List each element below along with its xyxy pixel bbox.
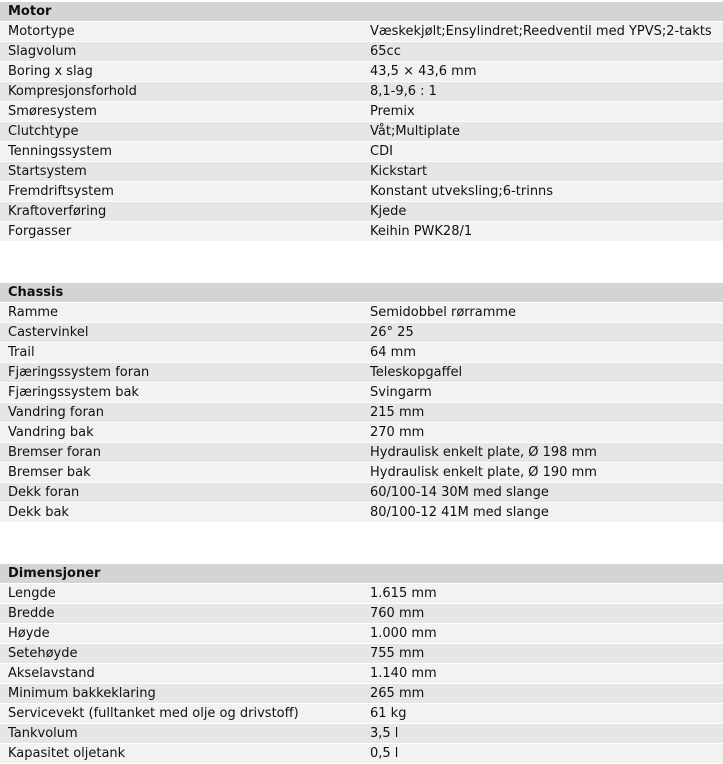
row-label: Ramme (8, 305, 59, 320)
table-row (0, 483, 723, 503)
row-value: Kickstart (370, 164, 428, 179)
table-row (0, 122, 723, 142)
table-row (0, 423, 723, 443)
row-label: Tenningssystem (8, 144, 113, 159)
row-value: 265 mm (370, 686, 425, 701)
row-value: Semidobbel rørramme (370, 305, 517, 320)
table-row (0, 142, 723, 162)
row-value: 755 mm (370, 646, 425, 661)
table-row (0, 182, 723, 202)
table-row (0, 463, 723, 483)
row-label: Motortype (8, 24, 75, 39)
section-title: Motor (0, 2, 723, 22)
row-label: Vandring bak (8, 425, 94, 440)
row-label: Dekk foran (8, 485, 80, 500)
table-row (0, 42, 723, 62)
row-value: Teleskopgaffel (370, 365, 463, 380)
row-label: Høyde (8, 626, 50, 641)
row-value: 26° 25 (370, 325, 414, 340)
table-row (0, 443, 723, 463)
row-value: Konstant utveksling;6-trinns (370, 184, 554, 199)
row-label: Tankvolum (8, 726, 78, 741)
table-row (0, 584, 723, 604)
table-row (0, 644, 723, 664)
row-value: Svingarm (370, 385, 432, 400)
table-row (0, 503, 723, 523)
table-row (0, 202, 723, 222)
table-row (0, 162, 723, 182)
row-label: Setehøyde (8, 646, 78, 661)
table-row (0, 383, 723, 403)
row-label: Forgasser (8, 224, 72, 239)
row-label: Servicevekt (fulltanket med olje og drivstoff) (8, 706, 299, 721)
row-label: Trail (8, 345, 35, 360)
row-label: Fjæringssystem bak (8, 385, 139, 400)
table-row (0, 403, 723, 423)
row-label: Bremser foran (8, 445, 101, 460)
table-row (0, 343, 723, 363)
row-label: Dekk bak (8, 505, 69, 520)
row-value: 8,1-9,6 : 1 (370, 84, 437, 99)
table-row (0, 323, 723, 343)
table-row (0, 222, 723, 242)
row-label: Kapasitet oljetank (8, 746, 126, 761)
row-value: 0,5 l (370, 746, 399, 761)
row-label: Fjæringssystem foran (8, 365, 150, 380)
row-value: 1.000 mm (370, 626, 437, 641)
row-value: 43,5 × 43,6 mm (370, 64, 477, 79)
row-value: Våt;Multiplate (370, 124, 461, 139)
row-value: 270 mm (370, 425, 425, 440)
table-row (0, 22, 723, 42)
row-label: Bredde (8, 606, 55, 621)
row-value: Premix (370, 104, 415, 119)
table-row (0, 684, 723, 704)
row-label: Fremdriftsystem (8, 184, 114, 199)
table-row (0, 664, 723, 684)
row-value: Keihin PWK28/1 (370, 224, 473, 239)
row-value: 80/100-12 41M med slange (370, 505, 549, 520)
row-label: Kompresjonsforhold (8, 84, 137, 99)
row-label: Minimum bakkeklaring (8, 686, 156, 701)
row-value: Hydraulisk enkelt plate, Ø 190 mm (370, 465, 597, 480)
row-value: Væskekjølt;Ensylindret;Reedventil med YPVS;2-takts (370, 24, 712, 39)
row-label: Bremser bak (8, 465, 91, 480)
row-label: Slagvolum (8, 44, 77, 59)
row-value: 60/100-14 30M med slange (370, 485, 549, 500)
table-row (0, 102, 723, 122)
row-label: Vandring foran (8, 405, 105, 420)
row-label: Smøresystem (8, 104, 97, 119)
row-value: Hydraulisk enkelt plate, Ø 198 mm (370, 445, 597, 460)
table-row (0, 624, 723, 644)
row-label: Clutchtype (8, 124, 79, 139)
table-row (0, 744, 723, 764)
row-value: 1.615 mm (370, 586, 437, 601)
section-title: Dimensjoner (0, 564, 723, 584)
section-motor (0, 2, 723, 242)
row-value: 64 mm (370, 345, 417, 360)
table-row (0, 604, 723, 624)
row-label: Startsystem (8, 164, 87, 179)
table-row (0, 303, 723, 323)
row-value: CDI (370, 144, 393, 159)
spec-table-chassis (0, 303, 723, 523)
table-row (0, 363, 723, 383)
table-row (0, 82, 723, 102)
table-row (0, 724, 723, 744)
spec-table-motor (0, 22, 723, 242)
section-title: Chassis (0, 283, 723, 303)
row-label: Boring x slag (8, 64, 93, 79)
row-value: Kjede (370, 204, 407, 219)
spec-table-dimensjoner (0, 584, 723, 764)
section-chassis (0, 283, 723, 523)
row-value: 215 mm (370, 405, 425, 420)
section-dimensjoner (0, 564, 723, 764)
row-value: 61 kg (370, 706, 407, 721)
table-row (0, 62, 723, 82)
row-value: 3,5 l (370, 726, 399, 741)
row-label: Kraftoverføring (8, 204, 107, 219)
table-row (0, 704, 723, 724)
row-value: 65cc (370, 44, 401, 59)
row-value: 760 mm (370, 606, 425, 621)
row-value: 1.140 mm (370, 666, 437, 681)
row-label: Lengde (8, 586, 56, 601)
row-label: Akselavstand (8, 666, 95, 681)
row-label: Castervinkel (8, 325, 89, 340)
